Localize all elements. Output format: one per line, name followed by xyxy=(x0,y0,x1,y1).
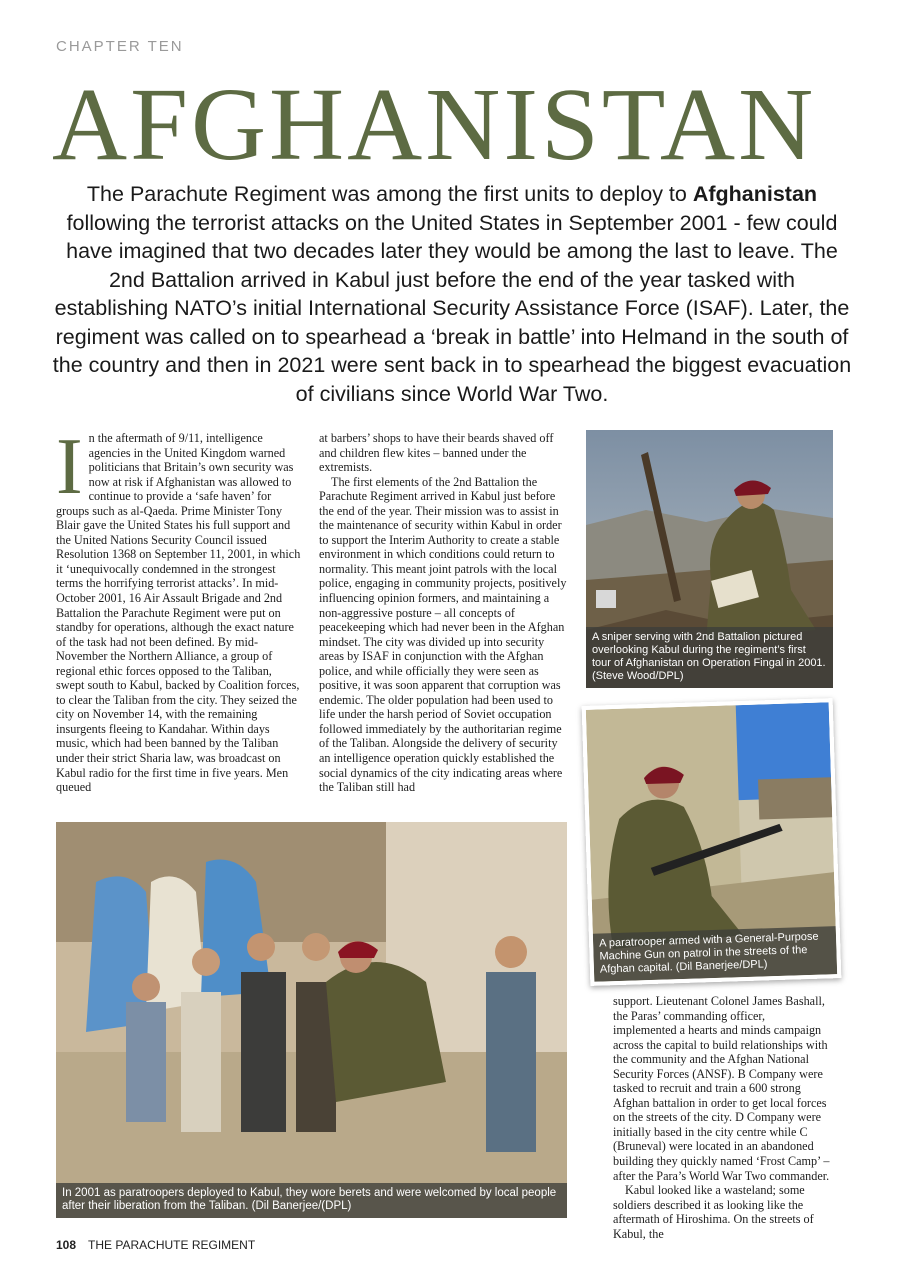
col3-paragraph-2: Kabul looked like a wasteland; some soldiers described it as looking like the aftermath of Hiroshima. On the streets of Kabul, the xyxy=(613,1183,814,1241)
caption-children: In 2001 as paratroopers deployed to Kabul, they wore berets and were welcomed by local people after their liberation from the Taliban. (Dil Banerjee/(DPL) xyxy=(56,1183,567,1218)
publication-name: THE PARACHUTE REGIMENT xyxy=(88,1238,256,1252)
caption-gpmg: A paratrooper armed with a General-Purpose Machine Gun on patrol in the streets of the Afghan capital. (Dil Banerjee/DPL) xyxy=(593,926,837,982)
col2-paragraph-2: The first elements of the 2nd Battalion the Parachute Regiment arrived in Kabul just before the end of the year. Their mission was to assist in the maintenance of security within Kabul in order to support the Interim Authority to create a stable environment in which conditions could return to normality. This meant joint patrols with the local police, engaging in community projects, positively influencing opinion formers, and maintaining a non-aggressive posture – all concepts of peacekeeping which had never been in the Afghan mindset. The city was divided up into security areas by ISAF in conjunction with the Afghan police, and while officially they were seen as positive, it was soon apparent that corruption was endemic. The older population had been used to life under the harsh period of Soviet occupation followed immediately by the authoritarian regime of the Taliban. Alongside the delivery of security an intelligence operation quickly established the social dynamics of the city indicating areas where the Taliban still had xyxy=(319,474,567,795)
caption-sniper: A sniper serving with 2nd Battalion pictured overlooking Kabul during the regiment’s first tour of Afghanistan on Operation Fingal in 2001. (Steve Wood/DPL) xyxy=(586,627,833,688)
col1-paragraph: n the aftermath of 9/11, intelligence agencies in the United Kingdom warned politicians that Britain’s own security was now at risk if Afghanistan was allowed to continue to provide a ‘safe haven’ for groups such as al-Qaeda. Prime Minister Tony Blair gave the United States his full support and the United Nations Security Council issued Resolution 1368 on September 11, 2001, in which it ‘unequivocally condemned in the strongest terms the horrifying terrorist attacks’. In mid-October 2001, 16 Air Assault Brigade and 2nd Battalion the Parachute Regiment were put on standby for operations, although the exact nature of the task had not been defined. By mid-November the Northern Alliance, a group of regional ethic forces opposed to the Taliban, swept south to Kabul, backed by Coalition forces, to clear the Taliban from the city. They seized the city on November 14, with the remaining insurgents fleeing to Kandahar. Within days music, which had been banned by the Taliban under their strict Sharia law, was broadcast on Kabul radio for the first time in five years. Men queued xyxy=(56,431,301,795)
children-photo-image xyxy=(56,822,567,1218)
body-column-2 xyxy=(319,431,570,795)
chapter-label: CHAPTER TEN xyxy=(56,38,184,55)
standfirst-part2: following the terrorist attacks on the United States in September 2001 - few could have imagined that two decades later they would be among the last to leave. The 2nd Battalion arrived in Kabul just before the end of the year tasked with establishing NATO’s initial International Security Assistance Force (ISAF). Later, the regiment was called on to spearhead a ‘break in battle’ into Helmand in the south of the country and then in 2021 were sent back in to spearhead the biggest evacuation of civilians since World War Two. xyxy=(52,210,852,406)
photo-gpmg xyxy=(582,698,842,986)
body-column-3 xyxy=(613,994,831,1241)
chapter-title: AFGHANISTAN xyxy=(52,67,817,182)
page-number: 108 xyxy=(56,1238,77,1252)
col3-paragraph-1: support. Lieutenant Colonel James Bashall, the Paras’ commanding officer, implemented a hearts and minds campaign across the capital to build relationships with the community and the Afghan National Security Forces (ANSF). B Company were tasked to recruit and train a 600 strong Afghan battalion in order to get local forces on the streets of the city. D Company were initially based in the city centre while C (Bruneval) were located in an abandoned building they quickly named ‘Frost Camp’ – after the Para’s World War Two commander. xyxy=(613,994,830,1183)
photo-children xyxy=(56,822,567,1218)
standfirst-part1: The Parachute Regiment was among the first units to deploy to xyxy=(86,182,693,206)
standfirst xyxy=(52,180,852,408)
body-column-1 xyxy=(56,423,302,795)
page-footer xyxy=(56,1238,255,1252)
standfirst-highlight: Afghanistan xyxy=(692,182,818,206)
drop-cap: I xyxy=(56,423,83,511)
col2-paragraph-1: at barbers’ shops to have their beards shaved off and children flew kites – banned under the extremists. xyxy=(319,431,554,475)
photo-sniper xyxy=(586,430,833,688)
